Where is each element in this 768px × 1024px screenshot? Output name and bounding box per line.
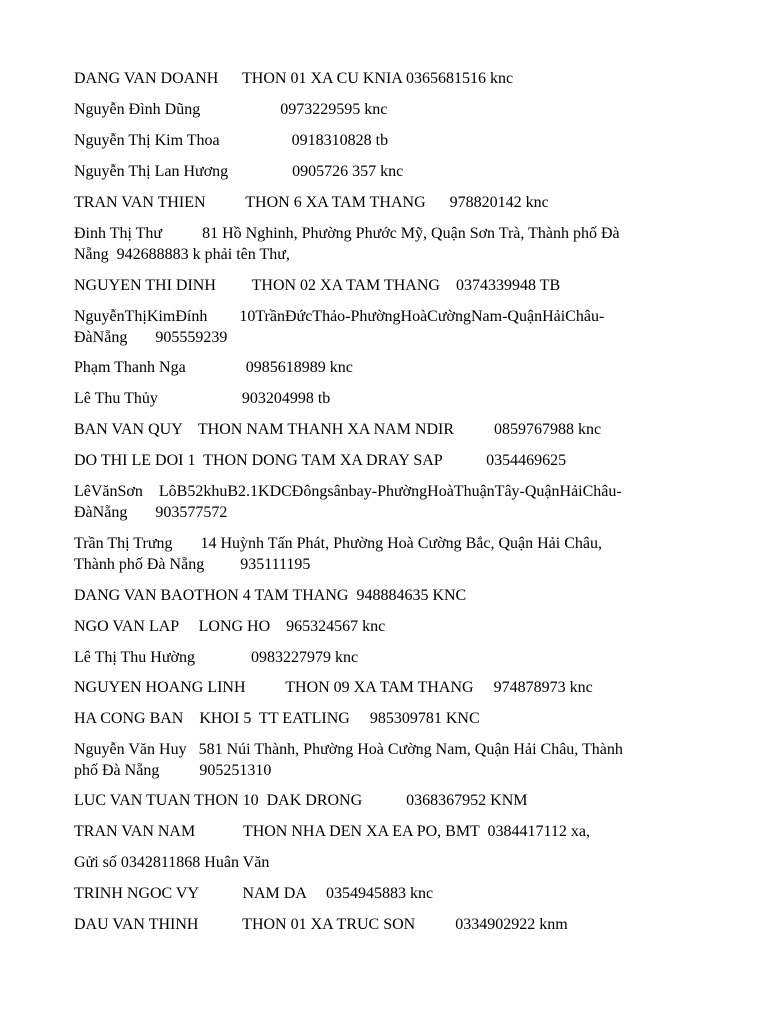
contact-line: LUC VAN TUAN THON 10 DAK DRONG 0368367952 KNM [74, 792, 528, 809]
contact-line: Lê Thu Thủy 903204998 tb [74, 390, 331, 407]
contact-line: Nguyễn Đình Dũng 0973229595 knc [74, 101, 388, 118]
contact-line: Đinh Thị Thư 81 Hồ Nghinh, Phường Phước Mỹ, Quận Sơn Trà, Thành phố Đà Nẵng 942688883 k phải tên Thư, [74, 225, 620, 263]
contact-line: Phạm Thanh Nga 0985618989 knc [74, 359, 353, 376]
contact-line: DANG VAN DOANH THON 01 XA CU KNIA 0365681516 knc [74, 70, 514, 87]
contact-line: NGUYEN THI DINH THON 02 XA TAM THANG 0374339948 TB [74, 277, 561, 294]
contact-line: DO THI LE DOI 1 THON DONG TAM XA DRAY SAP 0354469625 [74, 452, 567, 469]
contact-line: TRAN VAN NAM THON NHA DEN XA EA PO, BMT 0384417112 xa, [74, 823, 591, 840]
contact-line: Nguyễn Văn Huy 581 Núi Thành, Phường Hoà Cường Nam, Quận Hải Châu, Thành phố Đà Nẵng 905251310 [74, 741, 623, 779]
contact-line: DANG VAN BAOTHON 4 TAM THANG 948884635 KNC [74, 587, 467, 604]
contact-line: LêVănSơn LôB52khuB2.1KDCĐôngsânbay-PhườngHoàThuậnTây-QuậnHảiChâu- ĐàNẵng 903577572 [74, 483, 622, 521]
contact-line: Nguyễn Thị Lan Hương 0905726 357 knc [74, 163, 404, 180]
contact-line: Gửi số 0342811868 Huân Văn [74, 854, 270, 871]
contact-line: Trần Thị Trưng 14 Huỳnh Tấn Phát, Phường Hoà Cường Bắc, Quận Hải Châu, Thành phố Đà Nẵng 935111195 [74, 535, 602, 573]
contact-line: NguyễnThịKimĐính 10TrầnĐứcThảo-PhườngHoàCườngNam-QuậnHảiChâu- ĐàNẵng 905559239 [74, 308, 605, 346]
contact-line: NGO VAN LAP LONG HO 965324567 knc [74, 618, 386, 635]
contact-line: TRINH NGOC VY NAM DA 0354945883 knc [74, 885, 434, 902]
contact-line: Nguyễn Thị Kim Thoa 0918310828 tb [74, 132, 389, 149]
contact-line: HA CONG BAN KHOI 5 TT EATLING 985309781 KNC [74, 710, 480, 727]
contact-line: DAU VAN THINH THON 01 XA TRUC SON 0334902922 knm [74, 916, 568, 933]
contact-line: NGUYEN HOANG LINH THON 09 XA TAM THANG 974878973 knc [74, 679, 593, 696]
contact-line: BAN VAN QUY THON NAM THANH XA NAM NDIR 0859767988 knc [74, 421, 602, 438]
contact-line: TRAN VAN THIEN THON 6 XA TAM THANG 978820142 knc [74, 194, 549, 211]
contact-line: Lê Thị Thu Hường 0983227979 knc [74, 649, 359, 666]
